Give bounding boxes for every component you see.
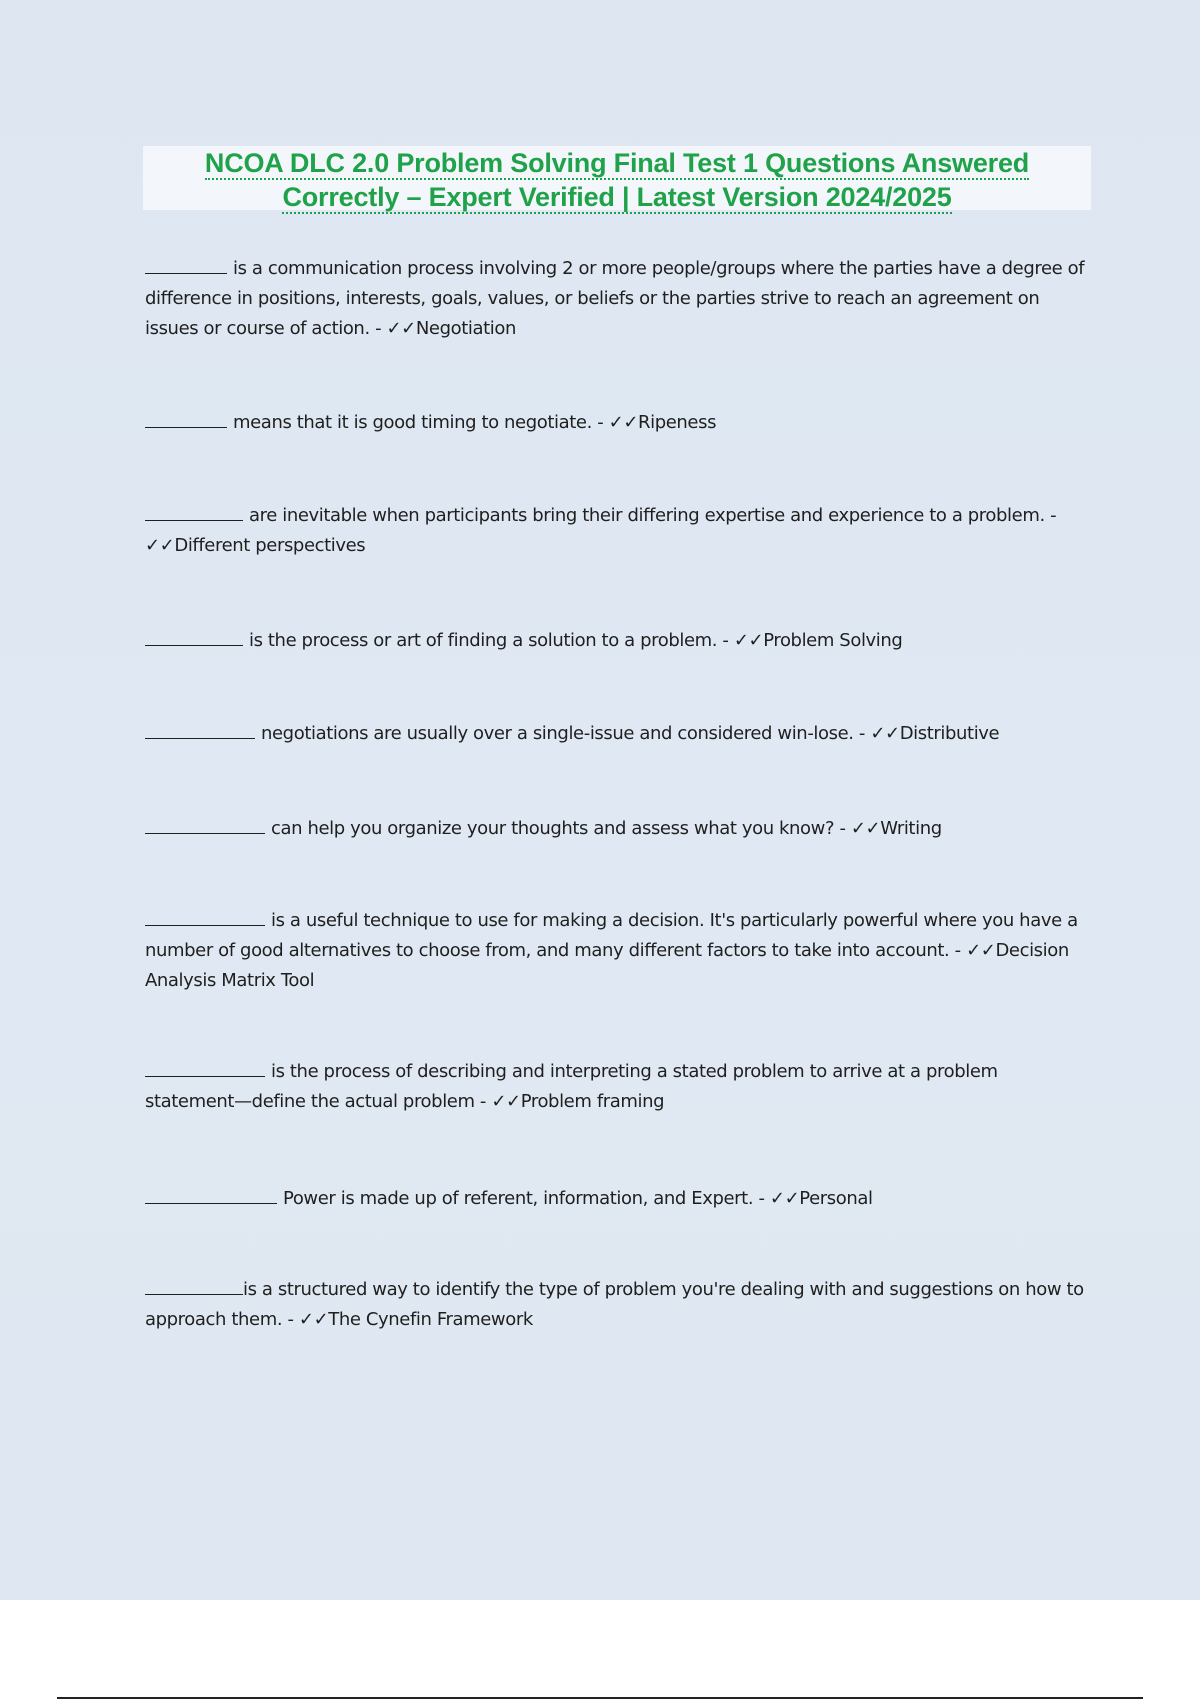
question-item <box>145 814 1085 844</box>
answer-blank <box>145 815 265 834</box>
question-text: is a useful technique to use for making a decision. It's particularly powerful where you have a number of good alternatives to choose from, and many different factors to take into account. - ✓✓Decision Analysis Matrix Tool <box>145 910 1078 991</box>
title-line-2: Correctly – Expert Verified | Latest Version 2024/2025 <box>282 182 952 212</box>
question-text: are inevitable when participants bring their differing expertise and experience to a problem. - ✓✓Different perspectives <box>145 505 1057 556</box>
question-item <box>145 1275 1085 1335</box>
footer-divider <box>57 1697 1143 1699</box>
answer-blank <box>145 502 243 521</box>
document-title <box>143 146 1091 210</box>
answer-blank <box>145 1276 243 1295</box>
question-item <box>145 501 1085 561</box>
answer-blank <box>145 1185 277 1204</box>
question-item <box>145 408 1085 438</box>
answer-blank <box>145 1058 265 1077</box>
question-text: negotiations are usually over a single-issue and considered win-lose. - ✓✓Distributive <box>261 723 1000 744</box>
answer-blank <box>145 409 227 428</box>
question-text: is a communication process involving 2 or more people/groups where the parties have a degree of difference in positions, interests, goals, values, or beliefs or the parties strive to reach an agreement on issues or course of action. - ✓✓Negotiation <box>145 258 1085 339</box>
question-item <box>145 1184 1085 1214</box>
question-item <box>145 906 1085 996</box>
answer-blank <box>145 720 255 739</box>
question-text: Power is made up of referent, information, and Expert. - ✓✓Personal <box>283 1188 873 1209</box>
question-text: means that it is good timing to negotiate. - ✓✓Ripeness <box>233 412 717 433</box>
question-text: is the process or art of finding a solution to a problem. - ✓✓Problem Solving <box>249 630 903 651</box>
question-item <box>145 254 1085 344</box>
answer-blank <box>145 907 265 926</box>
question-item <box>145 626 1085 656</box>
answer-blank <box>145 627 243 646</box>
question-text: can help you organize your thoughts and assess what you know? - ✓✓Writing <box>271 818 942 839</box>
question-text: is a structured way to identify the type of problem you're dealing with and suggestions on how to approach them. - ✓✓The Cynefin Framework <box>145 1279 1084 1330</box>
question-item <box>145 1057 1085 1117</box>
question-item <box>145 719 1085 749</box>
question-text: is the process of describing and interpreting a stated problem to arrive at a problem statement—define the actual problem - ✓✓Problem framing <box>145 1061 998 1112</box>
title-line-1: NCOA DLC 2.0 Problem Solving Final Test 1 Questions Answered <box>204 148 1030 178</box>
answer-blank <box>145 255 227 274</box>
